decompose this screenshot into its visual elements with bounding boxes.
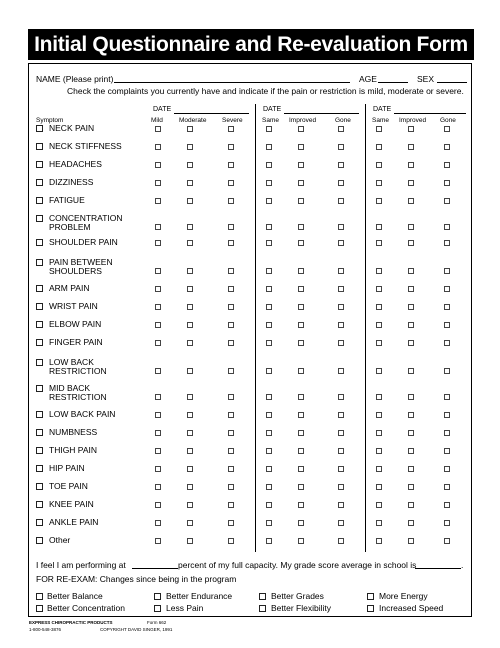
- rating-checkbox[interactable]: [187, 286, 193, 292]
- rating-checkbox[interactable]: [266, 224, 272, 230]
- symptom-checkbox[interactable]: [36, 197, 43, 204]
- col-severe: Severe: [222, 117, 243, 124]
- rating-checkbox[interactable]: [376, 286, 382, 292]
- symptom-label: DIZZINESS: [49, 177, 94, 187]
- symptom-column-header: Symptom: [36, 117, 64, 124]
- rating-checkbox[interactable]: [187, 484, 193, 490]
- rating-checkbox[interactable]: [408, 126, 414, 132]
- date-field-3[interactable]: [394, 113, 466, 114]
- symptom-label: ANKLE PAIN: [49, 517, 99, 527]
- rating-checkbox[interactable]: [444, 368, 450, 374]
- rating-checkbox[interactable]: [376, 538, 382, 544]
- rating-checkbox[interactable]: [187, 304, 193, 310]
- rating-checkbox[interactable]: [155, 180, 161, 186]
- rating-checkbox[interactable]: [266, 268, 272, 274]
- rating-checkbox[interactable]: [266, 240, 272, 246]
- rating-checkbox[interactable]: [228, 340, 234, 346]
- symptom-label: TOE PAIN: [49, 481, 88, 491]
- rating-checkbox[interactable]: [298, 484, 304, 490]
- rating-checkbox[interactable]: [338, 448, 344, 454]
- symptom-checkbox[interactable]: [36, 339, 43, 346]
- symptom-checkbox[interactable]: [36, 215, 43, 222]
- option-checkbox[interactable]: [154, 605, 161, 612]
- name-label: NAME (Please print): [36, 74, 114, 84]
- sex-field[interactable]: [437, 82, 467, 83]
- rating-checkbox[interactable]: [376, 340, 382, 346]
- rating-checkbox[interactable]: [187, 162, 193, 168]
- rating-checkbox[interactable]: [155, 448, 161, 454]
- rating-checkbox[interactable]: [444, 340, 450, 346]
- rating-checkbox[interactable]: [338, 180, 344, 186]
- symptom-checkbox[interactable]: [36, 519, 43, 526]
- rating-checkbox[interactable]: [187, 368, 193, 374]
- rating-checkbox[interactable]: [298, 538, 304, 544]
- col-moderate: Moderate: [179, 117, 207, 124]
- rating-checkbox[interactable]: [376, 430, 382, 436]
- rating-checkbox[interactable]: [338, 520, 344, 526]
- rating-checkbox[interactable]: [228, 198, 234, 204]
- symptom-checkbox[interactable]: [36, 501, 43, 508]
- rating-checkbox[interactable]: [187, 520, 193, 526]
- capacity-text-2: percent of my full capacity. My grade score average in school is: [178, 560, 417, 570]
- rating-checkbox[interactable]: [155, 304, 161, 310]
- rating-checkbox[interactable]: [338, 240, 344, 246]
- capacity-text-3: .: [461, 560, 464, 570]
- rating-checkbox[interactable]: [228, 224, 234, 230]
- col-same-1: Same: [262, 117, 279, 124]
- symptom-label: NECK STIFFNESS: [49, 141, 122, 151]
- rating-checkbox[interactable]: [408, 368, 414, 374]
- rating-checkbox[interactable]: [155, 126, 161, 132]
- option-increased-speed: Increased Speed: [379, 603, 444, 613]
- rating-checkbox[interactable]: [266, 484, 272, 490]
- rating-checkbox[interactable]: [298, 126, 304, 132]
- rating-checkbox[interactable]: [444, 412, 450, 418]
- rating-checkbox[interactable]: [376, 304, 382, 310]
- rating-checkbox[interactable]: [444, 520, 450, 526]
- rating-checkbox[interactable]: [228, 502, 234, 508]
- rating-checkbox[interactable]: [338, 162, 344, 168]
- option-checkbox[interactable]: [259, 605, 266, 612]
- symptom-checkbox[interactable]: [36, 537, 43, 544]
- rating-checkbox[interactable]: [228, 394, 234, 400]
- col-gone-2: Gone: [440, 117, 456, 124]
- symptom-checkbox[interactable]: [36, 259, 43, 266]
- rating-checkbox[interactable]: [298, 322, 304, 328]
- age-label: AGE: [359, 74, 377, 84]
- symptom-label: PAIN BETWEEN: [49, 257, 113, 267]
- instructions: Check the complaints you currently have and indicate if the pain or restriction is mild, moderate or severe.: [67, 86, 464, 96]
- symptom-label: NUMBNESS: [49, 427, 98, 437]
- symptom-checkbox[interactable]: [36, 321, 43, 328]
- symptom-label-line2: RESTRICTION: [49, 392, 107, 402]
- option-better-concentration: Better Concentration: [47, 603, 125, 613]
- col-gone-1: Gone: [335, 117, 351, 124]
- rating-checkbox[interactable]: [228, 240, 234, 246]
- rating-checkbox[interactable]: [155, 268, 161, 274]
- symptom-label: WRIST PAIN: [49, 301, 98, 311]
- date-label-3: DATE: [373, 106, 392, 113]
- rating-checkbox[interactable]: [228, 162, 234, 168]
- rating-checkbox[interactable]: [408, 224, 414, 230]
- symptom-label-line2: SHOULDERS: [49, 266, 102, 276]
- symptom-checkbox[interactable]: [36, 465, 43, 472]
- rating-checkbox[interactable]: [338, 144, 344, 150]
- rating-checkbox[interactable]: [228, 412, 234, 418]
- rating-checkbox[interactable]: [228, 520, 234, 526]
- rating-checkbox[interactable]: [444, 448, 450, 454]
- rating-checkbox[interactable]: [408, 286, 414, 292]
- rating-checkbox[interactable]: [376, 520, 382, 526]
- rating-checkbox[interactable]: [408, 412, 414, 418]
- rating-checkbox[interactable]: [376, 180, 382, 186]
- rating-checkbox[interactable]: [155, 224, 161, 230]
- rating-checkbox[interactable]: [444, 502, 450, 508]
- rating-checkbox[interactable]: [338, 502, 344, 508]
- rating-checkbox[interactable]: [408, 304, 414, 310]
- rating-checkbox[interactable]: [298, 224, 304, 230]
- rating-checkbox[interactable]: [187, 198, 193, 204]
- symptom-label: THIGH PAIN: [49, 445, 98, 455]
- symptom-checkbox[interactable]: [36, 429, 43, 436]
- symptom-checkbox[interactable]: [36, 411, 43, 418]
- option-checkbox[interactable]: [154, 593, 161, 600]
- date-label-2: DATE: [263, 106, 282, 113]
- rating-checkbox[interactable]: [266, 144, 272, 150]
- rating-checkbox[interactable]: [298, 520, 304, 526]
- date-label-1: DATE: [153, 106, 172, 113]
- rating-checkbox[interactable]: [298, 240, 304, 246]
- rating-checkbox[interactable]: [338, 268, 344, 274]
- rating-checkbox[interactable]: [338, 484, 344, 490]
- rating-checkbox[interactable]: [266, 126, 272, 132]
- rating-checkbox[interactable]: [408, 322, 414, 328]
- symptom-checkbox[interactable]: [36, 239, 43, 246]
- option-checkbox[interactable]: [36, 605, 43, 612]
- rating-checkbox[interactable]: [444, 198, 450, 204]
- grade-average-field[interactable]: [415, 568, 461, 569]
- rating-checkbox[interactable]: [228, 484, 234, 490]
- rating-checkbox[interactable]: [187, 448, 193, 454]
- rating-checkbox[interactable]: [266, 286, 272, 292]
- rating-checkbox[interactable]: [338, 394, 344, 400]
- rating-checkbox[interactable]: [376, 162, 382, 168]
- rating-checkbox[interactable]: [376, 224, 382, 230]
- symptom-label: ARM PAIN: [49, 283, 90, 293]
- rating-checkbox[interactable]: [338, 368, 344, 374]
- rating-checkbox[interactable]: [444, 144, 450, 150]
- symptom-label: HEADACHES: [49, 159, 102, 169]
- option-less-pain: Less Pain: [166, 603, 204, 613]
- rating-checkbox[interactable]: [338, 198, 344, 204]
- rating-checkbox[interactable]: [338, 412, 344, 418]
- rating-checkbox[interactable]: [298, 466, 304, 472]
- rating-checkbox[interactable]: [408, 162, 414, 168]
- rating-checkbox[interactable]: [408, 538, 414, 544]
- date-field-1[interactable]: [174, 113, 249, 114]
- rating-checkbox[interactable]: [187, 502, 193, 508]
- rating-checkbox[interactable]: [266, 368, 272, 374]
- rating-checkbox[interactable]: [155, 240, 161, 246]
- rating-checkbox[interactable]: [408, 198, 414, 204]
- sex-label: SEX: [417, 74, 435, 84]
- rating-checkbox[interactable]: [187, 268, 193, 274]
- rating-checkbox[interactable]: [155, 466, 161, 472]
- rating-checkbox[interactable]: [155, 286, 161, 292]
- rating-checkbox[interactable]: [155, 520, 161, 526]
- rating-checkbox[interactable]: [338, 430, 344, 436]
- rating-checkbox[interactable]: [408, 144, 414, 150]
- symptom-label: FINGER PAIN: [49, 337, 103, 347]
- rating-checkbox[interactable]: [187, 394, 193, 400]
- rating-checkbox[interactable]: [228, 126, 234, 132]
- rating-checkbox[interactable]: [266, 180, 272, 186]
- col-improved-2: Improved: [399, 117, 427, 124]
- rating-checkbox[interactable]: [155, 162, 161, 168]
- rating-checkbox[interactable]: [228, 368, 234, 374]
- rating-checkbox[interactable]: [444, 322, 450, 328]
- rating-checkbox[interactable]: [338, 340, 344, 346]
- rating-checkbox[interactable]: [266, 466, 272, 472]
- rating-checkbox[interactable]: [444, 304, 450, 310]
- date-field-2[interactable]: [284, 113, 359, 114]
- rating-checkbox[interactable]: [155, 484, 161, 490]
- symptom-checkbox[interactable]: [36, 385, 43, 392]
- rating-checkbox[interactable]: [155, 394, 161, 400]
- rating-checkbox[interactable]: [266, 198, 272, 204]
- rating-checkbox[interactable]: [408, 466, 414, 472]
- option-checkbox[interactable]: [36, 593, 43, 600]
- symptom-label: CONCENTRATION: [49, 213, 123, 223]
- age-field[interactable]: [378, 82, 408, 83]
- rating-checkbox[interactable]: [444, 430, 450, 436]
- rating-checkbox[interactable]: [408, 240, 414, 246]
- rating-checkbox[interactable]: [298, 162, 304, 168]
- form-title: Initial Questionnaire and Re-evaluation Form: [28, 29, 474, 60]
- rating-checkbox[interactable]: [228, 268, 234, 274]
- rating-checkbox[interactable]: [444, 466, 450, 472]
- rating-checkbox[interactable]: [266, 448, 272, 454]
- rating-checkbox[interactable]: [187, 412, 193, 418]
- rating-checkbox[interactable]: [187, 180, 193, 186]
- rating-checkbox[interactable]: [187, 340, 193, 346]
- rating-checkbox[interactable]: [228, 448, 234, 454]
- rating-checkbox[interactable]: [155, 502, 161, 508]
- symptom-label: HIP PAIN: [49, 463, 85, 473]
- rating-checkbox[interactable]: [266, 430, 272, 436]
- option-better-grades: Better Grades: [271, 591, 324, 601]
- option-better-balance: Better Balance: [47, 591, 103, 601]
- rating-checkbox[interactable]: [338, 126, 344, 132]
- rating-checkbox[interactable]: [266, 340, 272, 346]
- rating-checkbox[interactable]: [376, 412, 382, 418]
- symptom-checkbox[interactable]: [36, 125, 43, 132]
- footer-copyright: COPYRIGHT DAVID SINGER, 1991: [100, 627, 173, 632]
- rating-checkbox[interactable]: [187, 144, 193, 150]
- rating-checkbox[interactable]: [155, 322, 161, 328]
- symptom-label: ELBOW PAIN: [49, 319, 102, 329]
- rating-checkbox[interactable]: [187, 466, 193, 472]
- rating-checkbox[interactable]: [298, 502, 304, 508]
- rating-checkbox[interactable]: [408, 484, 414, 490]
- symptom-label: MID BACK: [49, 383, 91, 393]
- rating-checkbox[interactable]: [298, 430, 304, 436]
- symptom-label: LOW BACK: [49, 357, 94, 367]
- rating-checkbox[interactable]: [298, 394, 304, 400]
- rating-checkbox[interactable]: [187, 224, 193, 230]
- symptom-checkbox[interactable]: [36, 447, 43, 454]
- rating-checkbox[interactable]: [266, 520, 272, 526]
- option-checkbox[interactable]: [367, 593, 374, 600]
- rating-checkbox[interactable]: [338, 224, 344, 230]
- rating-checkbox[interactable]: [228, 286, 234, 292]
- rating-checkbox[interactable]: [266, 322, 272, 328]
- symptom-checkbox[interactable]: [36, 303, 43, 310]
- rating-checkbox[interactable]: [444, 286, 450, 292]
- rating-checkbox[interactable]: [376, 484, 382, 490]
- rating-checkbox[interactable]: [155, 144, 161, 150]
- column-divider-1: [255, 104, 256, 552]
- rating-checkbox[interactable]: [376, 240, 382, 246]
- option-better-flexibility: Better Flexibility: [271, 603, 331, 613]
- rating-checkbox[interactable]: [338, 322, 344, 328]
- rating-checkbox[interactable]: [266, 412, 272, 418]
- rating-checkbox[interactable]: [155, 430, 161, 436]
- rating-checkbox[interactable]: [298, 412, 304, 418]
- option-checkbox[interactable]: [259, 593, 266, 600]
- rating-checkbox[interactable]: [444, 126, 450, 132]
- rating-checkbox[interactable]: [187, 126, 193, 132]
- symptom-checkbox[interactable]: [36, 143, 43, 150]
- rating-checkbox[interactable]: [338, 538, 344, 544]
- symptom-checkbox[interactable]: [36, 161, 43, 168]
- rating-checkbox[interactable]: [298, 286, 304, 292]
- footer-form-number: Form 662: [147, 620, 167, 625]
- option-better-endurance: Better Endurance: [166, 591, 233, 601]
- rating-checkbox[interactable]: [408, 502, 414, 508]
- rating-checkbox[interactable]: [408, 340, 414, 346]
- rating-checkbox[interactable]: [338, 304, 344, 310]
- rating-checkbox[interactable]: [408, 394, 414, 400]
- rating-checkbox[interactable]: [228, 466, 234, 472]
- rating-checkbox[interactable]: [298, 340, 304, 346]
- rating-checkbox[interactable]: [408, 520, 414, 526]
- symptom-checkbox[interactable]: [36, 359, 43, 366]
- rating-checkbox[interactable]: [444, 538, 450, 544]
- rating-checkbox[interactable]: [444, 224, 450, 230]
- rating-checkbox[interactable]: [408, 430, 414, 436]
- rating-checkbox[interactable]: [338, 466, 344, 472]
- rating-checkbox[interactable]: [298, 304, 304, 310]
- rating-checkbox[interactable]: [155, 368, 161, 374]
- rating-checkbox[interactable]: [298, 448, 304, 454]
- rating-checkbox[interactable]: [298, 268, 304, 274]
- rating-checkbox[interactable]: [376, 502, 382, 508]
- rating-checkbox[interactable]: [376, 368, 382, 374]
- rating-checkbox[interactable]: [155, 412, 161, 418]
- rating-checkbox[interactable]: [376, 466, 382, 472]
- capacity-text-1: I feel I am performing at: [36, 560, 126, 570]
- rating-checkbox[interactable]: [376, 448, 382, 454]
- option-more-energy: More Energy: [379, 591, 428, 601]
- rating-checkbox[interactable]: [187, 538, 193, 544]
- rating-checkbox[interactable]: [376, 198, 382, 204]
- rating-checkbox[interactable]: [444, 162, 450, 168]
- rating-checkbox[interactable]: [187, 430, 193, 436]
- rating-checkbox[interactable]: [338, 286, 344, 292]
- rating-checkbox[interactable]: [408, 180, 414, 186]
- symptom-label: NECK PAIN: [49, 123, 95, 133]
- footer-phone: 1-800-548-3876: [29, 627, 62, 632]
- symptom-label-line2: RESTRICTION: [49, 366, 107, 376]
- rating-checkbox[interactable]: [228, 304, 234, 310]
- col-mild: Mild: [151, 117, 163, 124]
- symptom-label: FATIGUE: [49, 195, 85, 205]
- rating-checkbox[interactable]: [298, 180, 304, 186]
- rating-checkbox[interactable]: [187, 322, 193, 328]
- rating-checkbox[interactable]: [228, 322, 234, 328]
- symptom-label: SHOULDER PAIN: [49, 237, 118, 247]
- rating-checkbox[interactable]: [376, 144, 382, 150]
- column-divider-2: [365, 104, 366, 552]
- col-same-2: Same: [372, 117, 389, 124]
- rating-checkbox[interactable]: [444, 394, 450, 400]
- name-field[interactable]: [114, 82, 350, 83]
- option-checkbox[interactable]: [367, 605, 374, 612]
- symptom-label: KNEE PAIN: [49, 499, 94, 509]
- rating-checkbox[interactable]: [376, 394, 382, 400]
- rating-checkbox[interactable]: [228, 430, 234, 436]
- footer-company: EXPRESS CHIROPRACTIC PRODUCTS: [29, 620, 113, 625]
- capacity-percent-field[interactable]: [132, 568, 178, 569]
- rating-checkbox[interactable]: [408, 268, 414, 274]
- rating-checkbox[interactable]: [298, 198, 304, 204]
- rating-checkbox[interactable]: [155, 340, 161, 346]
- rating-checkbox[interactable]: [155, 198, 161, 204]
- rating-checkbox[interactable]: [298, 144, 304, 150]
- rating-checkbox[interactable]: [266, 394, 272, 400]
- rating-checkbox[interactable]: [444, 180, 450, 186]
- rating-checkbox[interactable]: [376, 322, 382, 328]
- rating-checkbox[interactable]: [376, 126, 382, 132]
- rating-checkbox[interactable]: [228, 144, 234, 150]
- rating-checkbox[interactable]: [266, 162, 272, 168]
- symptom-checkbox[interactable]: [36, 179, 43, 186]
- symptom-label: LOW BACK PAIN: [49, 409, 116, 419]
- rating-checkbox[interactable]: [444, 484, 450, 490]
- symptom-label: Other: [49, 535, 71, 545]
- rating-checkbox[interactable]: [444, 268, 450, 274]
- symptom-checkbox[interactable]: [36, 285, 43, 292]
- rating-checkbox[interactable]: [266, 304, 272, 310]
- rating-checkbox[interactable]: [155, 538, 161, 544]
- rating-checkbox[interactable]: [266, 538, 272, 544]
- rating-checkbox[interactable]: [298, 368, 304, 374]
- col-improved-1: Improved: [289, 117, 317, 124]
- rating-checkbox[interactable]: [228, 180, 234, 186]
- re-exam-label: FOR RE-EXAM: Changes since being in the program: [36, 574, 237, 584]
- rating-checkbox[interactable]: [376, 268, 382, 274]
- rating-checkbox[interactable]: [408, 448, 414, 454]
- rating-checkbox[interactable]: [444, 240, 450, 246]
- symptom-label-line2: PROBLEM: [49, 222, 91, 232]
- symptom-checkbox[interactable]: [36, 483, 43, 490]
- rating-checkbox[interactable]: [228, 538, 234, 544]
- rating-checkbox[interactable]: [187, 240, 193, 246]
- rating-checkbox[interactable]: [266, 502, 272, 508]
